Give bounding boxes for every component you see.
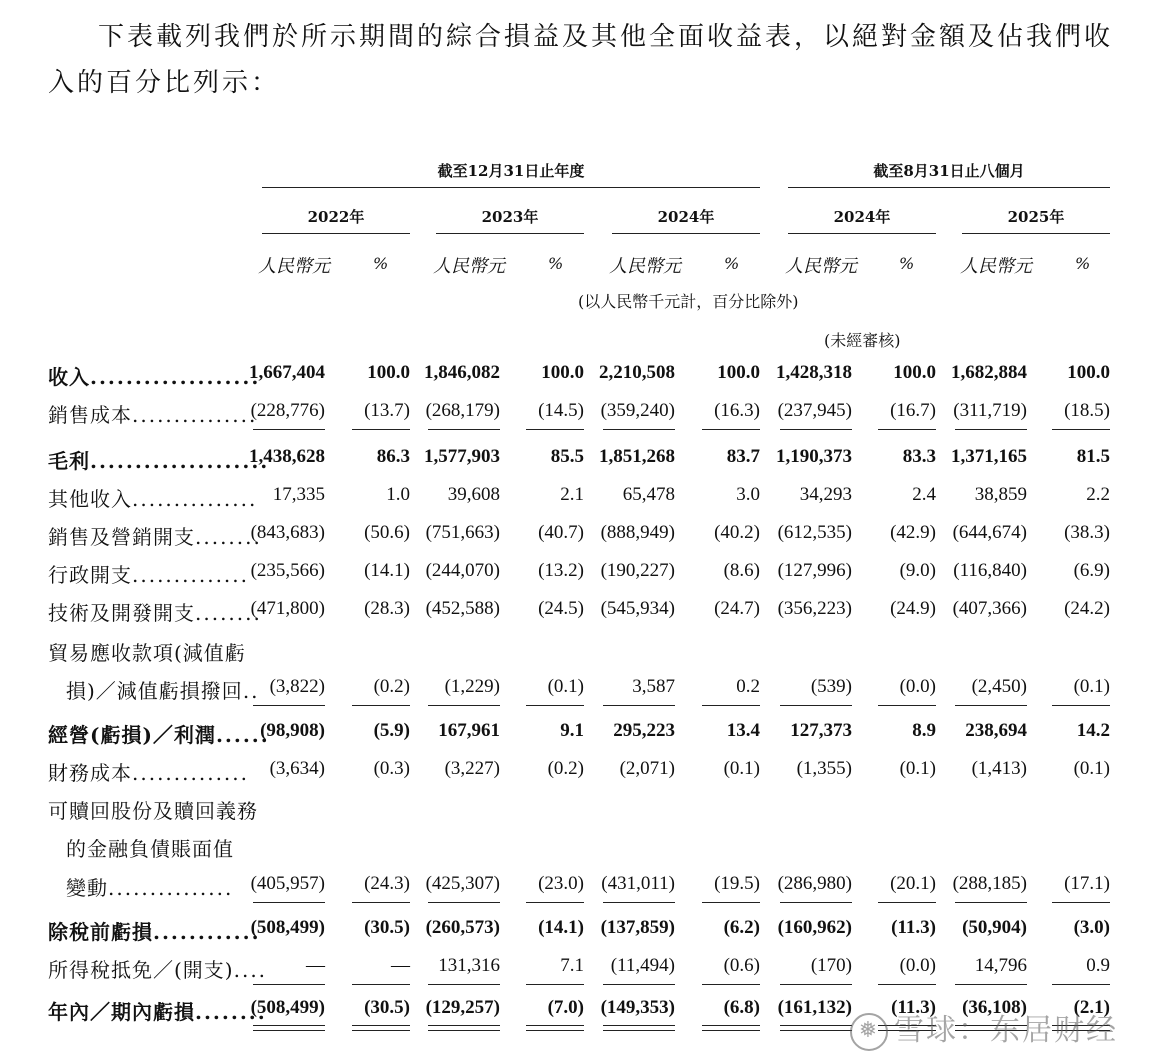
group-rule-year [262,187,760,188]
cell-2022-rmb: (843,683) [250,522,325,543]
total-double-rule [780,1025,852,1031]
cell-2024-rmb: 3,587 [632,676,675,697]
subtotal-rule [878,902,936,903]
cell-2023-rmb: 167,961 [438,720,500,741]
cell-2024-rmb: (137,859) [600,917,675,938]
cell-2025-8m-rmb: (36,108) [962,997,1027,1018]
subtotal-rule [955,429,1027,430]
intro-paragraph [48,14,1138,106]
cell-2023-rmb: 1,577,903 [424,446,500,467]
total-double-rule [702,1025,760,1031]
total-double-rule [428,1025,500,1031]
cell-2023-pct: 9.1 [560,720,584,741]
subtotal-rule [603,429,675,430]
subtotal-rule [253,984,325,985]
cell-2024-8m-rmb: (539) [810,676,852,697]
subtotal-rule [603,902,675,903]
cell-2025-8m-pct: (2.1) [1073,997,1110,1018]
cell-2025-8m-pct: (0.1) [1073,676,1110,697]
cell-2022-pct: (14.1) [364,560,410,581]
cell-2024-pct: (40.2) [714,522,760,543]
cell-2023-rmb: (3,227) [444,758,500,779]
cell-2024-rmb: (2,071) [619,758,675,779]
subtotal-rule [352,902,410,903]
cell-2022-rmb: (3,634) [269,758,325,779]
unit-pct-4: % [899,254,915,273]
cell-2023-rmb: (244,070) [425,560,500,581]
watermark-text: 雪球：东居财经 [894,1013,1118,1048]
intro-line-1: 下表載列我們於所示期間的綜合損益及其他全面收益表，以絕對金額及佔我們收 [98,22,1114,52]
cell-2024-8m-rmb: 34,293 [799,484,852,505]
cell-2025-8m-rmb: 1,682,884 [951,362,1027,383]
period-header-2024-8m: 2024年 [833,208,891,226]
cell-2024-8m-pct: 83.3 [902,446,936,467]
subtotal-rule [603,984,675,985]
cell-2022-rmb: (508,499) [250,997,325,1018]
subtotal-rule [253,429,325,430]
cell-2024-rmb: (190,227) [600,560,675,581]
subtotal-rule [702,429,760,430]
cell-2024-pct: 3.0 [736,484,760,505]
cell-2024-8m-pct: 100.0 [893,362,936,383]
subtotal-rule [878,984,936,985]
cell-2024-8m-pct: (42.9) [890,522,936,543]
cell-2025-8m-pct: (6.9) [1073,560,1110,581]
leader-dots: .............. [132,761,250,785]
cell-2024-8m-rmb: (160,962) [777,917,852,938]
cell-2022-pct: (0.2) [373,676,410,697]
unit-rmb-1: 人民幣元 [258,256,330,277]
row-label-text: 行政開支 [48,563,132,587]
cell-2022-pct: (30.5) [364,917,410,938]
subtotal-rule [352,429,410,430]
leader-dots: .... [233,958,268,982]
cell-2023-pct: (40.7) [538,522,584,543]
period-header-2024: 2024年 [657,208,715,226]
row-label-text: 除稅前虧損 [48,920,153,944]
subtotal-rule [702,705,760,706]
subtotal-rule [352,705,410,706]
cell-2024-8m-rmb: 1,428,318 [776,362,852,383]
leader-dots: ............... [108,876,234,900]
period-header-2023: 2023年 [481,208,539,226]
cell-2024-pct: (0.6) [723,955,760,976]
cell-2024-rmb: 65,478 [622,484,675,505]
cell-2025-8m-rmb: 238,694 [965,720,1027,741]
cell-2025-8m-rmb: (116,840) [953,560,1027,581]
total-double-rule [253,1025,325,1031]
total-double-rule [352,1025,410,1031]
row-label-text: 技術及開發開支 [48,601,195,625]
cell-2024-8m-pct: (0.0) [899,955,936,976]
cell-2024-pct: 83.7 [726,446,760,467]
cell-2023-rmb: (751,663) [425,522,500,543]
row-label-text: 收入 [48,365,90,389]
leader-dots: ............... [132,487,258,511]
cell-2023-rmb: 39,608 [447,484,500,505]
row-label-text: 所得稅抵免／(開支) [48,958,234,982]
unit-rmb-3: 人民幣元 [609,256,681,277]
cell-2024-8m-pct: (9.0) [899,560,936,581]
cell-2023-pct: 85.5 [550,446,584,467]
subtotal-rule [352,984,410,985]
cell-2024-pct: (0.1) [723,758,760,779]
cell-2024-rmb: (149,353) [600,997,675,1018]
cell-2022-pct: (24.3) [364,873,410,894]
cell-2022-pct: — [391,955,410,976]
leader-dots: ........ [195,601,262,625]
cell-2025-8m-rmb: (2,450) [971,676,1027,697]
unit-rmb-4: 人民幣元 [785,256,857,277]
cell-2025-8m-rmb: (407,366) [952,598,1027,619]
row-label-text: 銷售及營銷開支 [48,525,195,549]
subtotal-rule [1052,429,1110,430]
cell-2023-rmb: 131,316 [438,955,500,976]
unit-pct-1: % [373,254,389,273]
cell-2025-8m-rmb: (1,413) [971,758,1027,779]
cell-2022-rmb: (508,499) [250,917,325,938]
subtotal-rule [428,705,500,706]
period-header-2022: 2022年 [307,208,365,226]
cell-2023-pct: (24.5) [538,598,584,619]
period-rule-2024 [612,233,760,234]
period-header-2025-8m: 2025年 [1007,208,1065,226]
cell-2024-8m-rmb: 1,190,373 [776,446,852,467]
period-rule-2024-8m [788,233,936,234]
cell-2023-rmb: (268,179) [425,400,500,421]
leader-dots: .............. [132,563,250,587]
unit-rmb-5: 人民幣元 [960,256,1032,277]
cell-2024-pct: (6.2) [723,917,760,938]
cell-2025-8m-pct: 81.5 [1076,446,1110,467]
subtotal-rule [955,705,1027,706]
cell-2022-pct: (50.6) [364,522,410,543]
leader-dots: .................... [90,449,270,473]
cell-2022-pct: (30.5) [364,997,410,1018]
cell-2022-pct: 86.3 [376,446,410,467]
cell-2025-8m-pct: (17.1) [1064,873,1110,894]
cell-2022-pct: (0.3) [373,758,410,779]
leader-dots: ............... [132,403,258,427]
cell-2024-8m-pct: (24.9) [890,598,936,619]
cell-2024-rmb: (888,949) [600,522,675,543]
subtotal-rule [428,984,500,985]
cell-2024-pct: (16.3) [714,400,760,421]
subtotal-rule [603,705,675,706]
leader-dots: ............ [153,920,261,944]
cell-2025-8m-pct: (3.0) [1073,917,1110,938]
cell-2025-8m-pct: 14.2 [1076,720,1110,741]
cell-2024-rmb: (431,011) [601,873,675,894]
total-double-rule [526,1025,584,1031]
cell-2024-8m-rmb: (127,996) [777,560,852,581]
cell-2022-pct: (28.3) [364,598,410,619]
cell-2024-8m-pct: (0.0) [899,676,936,697]
row-label [66,833,234,862]
cell-2024-pct: 100.0 [717,362,760,383]
cell-2025-8m-pct: (38.3) [1064,522,1110,543]
cell-2023-rmb: (129,257) [425,997,500,1018]
cell-2025-8m-rmb: (644,674) [952,522,1027,543]
subtotal-rule [780,429,852,430]
unit-pct-2: % [548,254,564,273]
cell-2023-pct: (23.0) [538,873,584,894]
cell-2024-8m-pct: (0.1) [899,758,936,779]
group-rule-8m [788,187,1110,188]
cell-2024-8m-rmb: (161,132) [777,997,852,1018]
subtotal-rule [702,902,760,903]
subtotal-rule [428,902,500,903]
cell-2024-8m-rmb: (1,355) [796,758,852,779]
cell-2025-8m-pct: 0.9 [1086,955,1110,976]
subtotal-rule [780,705,852,706]
cell-2024-rmb: 295,223 [613,720,675,741]
cell-2024-8m-pct: (20.1) [890,873,936,894]
watermark [850,1005,1118,1051]
cell-2022-rmb: 17,335 [272,484,325,505]
cell-2022-rmb: (228,776) [250,400,325,421]
row-label-text: 年內／期內虧損 [48,1000,195,1024]
unit-pct-3: % [724,254,740,273]
cell-2024-rmb: 1,851,268 [599,446,675,467]
subtotal-rule [955,984,1027,985]
subtotal-rule [526,984,584,985]
row-label-text: 可贖回股份及贖回義務 [48,799,258,823]
cell-2023-pct: (14.5) [538,400,584,421]
subtotal-rule [780,984,852,985]
subtotal-rule [1052,902,1110,903]
cell-2022-rmb: (98,908) [260,720,325,741]
cell-2022-rmb: — [306,955,325,976]
cell-2024-8m-pct: (16.7) [890,400,936,421]
cell-2024-8m-rmb: (170) [810,955,852,976]
cell-2023-rmb: (260,573) [425,917,500,938]
subtotal-rule [702,984,760,985]
cell-2025-8m-rmb: (50,904) [962,917,1027,938]
subtotal-rule [253,705,325,706]
cell-2023-pct: 2.1 [560,484,584,505]
row-label [66,872,233,901]
unaudited-note: (未經審核) [824,331,901,350]
unit-rmb-2: 人民幣元 [433,256,505,277]
cell-2024-pct: (8.6) [723,560,760,581]
subtotal-rule [1052,984,1110,985]
cell-2022-pct: 1.0 [386,484,410,505]
units-note: (以人民幣千元計，百分比除外) [578,292,799,311]
row-label-text: 貿易應收款項(減值虧 [48,641,246,665]
cell-2023-pct: (13.2) [538,560,584,581]
cell-2023-rmb: (452,588) [425,598,500,619]
leader-dots: .. [242,679,260,703]
cell-2024-pct: (6.8) [723,997,760,1018]
period-rule-2023 [436,233,584,234]
subtotal-rule [780,902,852,903]
subtotal-rule [526,429,584,430]
cell-2024-8m-pct: (11.3) [891,917,936,938]
cell-2023-pct: 7.1 [560,955,584,976]
unit-pct-5: % [1075,254,1091,273]
cell-2024-8m-pct: 2.4 [912,484,936,505]
leader-dots: ........ [195,525,262,549]
cell-2025-8m-rmb: (288,185) [952,873,1027,894]
cell-2024-8m-rmb: (356,223) [777,598,852,619]
cell-2024-pct: 0.2 [736,676,760,697]
cell-2024-pct: 13.4 [726,720,760,741]
cell-2024-rmb: 2,210,508 [599,362,675,383]
row-label-text: 財務成本 [48,761,132,785]
cell-2024-rmb: (359,240) [600,400,675,421]
snowball-logo-icon: ❅ [850,1013,888,1051]
row-label [48,637,246,666]
cell-2022-rmb: (3,822) [269,676,325,697]
subtotal-rule [878,429,936,430]
cell-2024-8m-rmb: 127,373 [790,720,852,741]
row-label [48,795,258,824]
cell-2024-rmb: (11,494) [610,955,675,976]
row-label-text: 變動 [66,876,108,900]
row-label-text: 其他收入 [48,487,132,511]
period-rule-2022 [262,233,410,234]
cell-2022-pct: 100.0 [367,362,410,383]
cell-2025-8m-pct: (0.1) [1073,758,1110,779]
cell-2022-pct: (13.7) [364,400,410,421]
total-double-rule [603,1025,675,1031]
cell-2024-8m-rmb: (612,535) [777,522,852,543]
cell-2022-rmb: (405,957) [250,873,325,894]
cell-2025-8m-pct: (18.5) [1064,400,1110,421]
cell-2023-pct: (14.1) [538,917,584,938]
cell-2025-8m-rmb: 14,796 [974,955,1027,976]
cell-2023-rmb: (1,229) [444,676,500,697]
cell-2025-8m-rmb: (311,719) [953,400,1027,421]
leader-dots: ...... [215,723,270,747]
cell-2024-8m-pct: 8.9 [912,720,936,741]
cell-2023-pct: (0.2) [547,758,584,779]
group-header-8m: 截至8月31日止八個月 [873,162,1025,180]
cell-2022-rmb: (471,800) [250,598,325,619]
subtotal-rule [253,902,325,903]
cell-2025-8m-pct: (24.2) [1064,598,1110,619]
leader-dots: ........ [195,1000,267,1024]
cell-2022-pct: (5.9) [373,720,410,741]
period-rule-2025-8m [962,233,1110,234]
cell-2025-8m-rmb: 1,371,165 [951,446,1027,467]
subtotal-rule [526,705,584,706]
row-label-text: 的金融負債賬面值 [66,837,234,861]
subtotal-rule [428,429,500,430]
cell-2025-8m-pct: 2.2 [1086,484,1110,505]
subtotal-rule [526,902,584,903]
cell-2022-rmb: 1,438,628 [249,446,325,467]
subtotal-rule [878,705,936,706]
cell-2025-8m-rmb: 38,859 [974,484,1027,505]
cell-2023-pct: 100.0 [541,362,584,383]
row-label-text: 損)／減值虧損撥回 [66,679,243,703]
group-header-year: 截至12月31日止年度 [437,162,585,180]
cell-2024-pct: (24.7) [714,598,760,619]
cell-2024-rmb: (545,934) [600,598,675,619]
row-label-text: 經營(虧損)／利潤 [48,723,216,747]
cell-2024-8m-pct: (11.3) [891,997,936,1018]
cell-2022-rmb: 1,667,404 [249,362,325,383]
cell-2024-8m-rmb: (286,980) [777,873,852,894]
cell-2023-pct: (7.0) [547,997,584,1018]
row-label-text: 毛利 [48,449,90,473]
cell-2023-rmb: 1,846,082 [424,362,500,383]
subtotal-rule [1052,705,1110,706]
cell-2025-8m-pct: 100.0 [1067,362,1110,383]
cell-2024-8m-rmb: (237,945) [777,400,852,421]
cell-2023-rmb: (425,307) [425,873,500,894]
subtotal-rule [955,902,1027,903]
leader-dots: ................... [90,365,261,389]
cell-2023-pct: (0.1) [547,676,584,697]
intro-line-2: 入的百分比列示： [48,68,281,98]
row-label-text: 銷售成本 [48,403,132,427]
cell-2022-rmb: (235,566) [250,560,325,581]
cell-2024-pct: (19.5) [714,873,760,894]
